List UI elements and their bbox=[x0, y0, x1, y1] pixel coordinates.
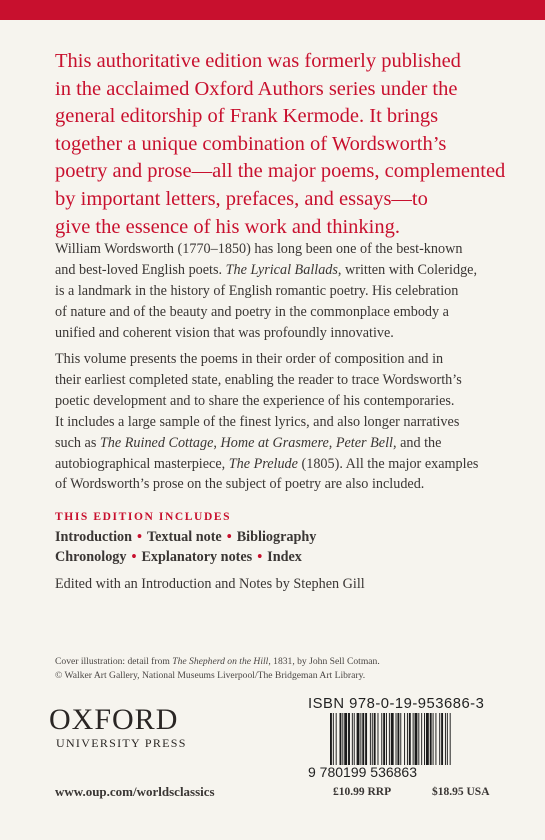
barcode-bar bbox=[421, 713, 422, 765]
text-line bbox=[55, 260, 515, 281]
cover-illustration-credit bbox=[55, 655, 475, 683]
poem-title: The Ruined Cottage bbox=[99, 434, 214, 451]
barcode-bar bbox=[336, 713, 337, 765]
poem-title: Peter Bell bbox=[335, 434, 393, 451]
barcode-bar bbox=[441, 713, 443, 765]
barcode-bar bbox=[389, 713, 390, 765]
text-line: is a landmark in the history of English romantic poetry. His celebration bbox=[55, 282, 459, 299]
barcode-bar bbox=[418, 713, 419, 765]
barcode-bar bbox=[447, 713, 448, 765]
text-run: autobiographical masterpiece, bbox=[55, 455, 229, 472]
barcode-bar bbox=[348, 713, 350, 765]
barcode-bar bbox=[362, 713, 364, 765]
barcode-bar bbox=[370, 713, 371, 765]
barcode-bar bbox=[396, 713, 397, 765]
blurb-line: by important letters, prefaces, and essays—to bbox=[55, 187, 428, 210]
barcode-bar bbox=[342, 713, 343, 765]
credit-line bbox=[55, 655, 475, 669]
text-run: , bbox=[213, 434, 221, 451]
text-line: It includes a large sample of the finest lyrics, and also longer narratives bbox=[55, 413, 460, 430]
description-paragraph-2 bbox=[55, 349, 515, 495]
blurb-line: poetry and prose—all the major poems, complemented bbox=[55, 160, 506, 183]
book-title: The Lyrical Ballads bbox=[225, 261, 338, 278]
barcode-bar bbox=[333, 713, 334, 765]
blurb-line: give the essence of his work and thinking. bbox=[55, 215, 401, 238]
price-uk: £10.99 RRP bbox=[333, 786, 392, 798]
poem-title: The Prelude bbox=[228, 455, 298, 472]
text-run: , bbox=[328, 434, 336, 451]
barcode-bar bbox=[409, 713, 411, 765]
barcode-bar bbox=[433, 713, 434, 765]
barcode-bar bbox=[386, 713, 387, 765]
bullet-separator: • bbox=[137, 529, 142, 545]
text-run: and best-loved English poets. bbox=[55, 261, 226, 278]
blurb-line: This authoritative edition was formerly published bbox=[55, 50, 461, 72]
barcode-bar bbox=[372, 713, 373, 765]
text-run: Cover illustration: detail from bbox=[55, 656, 173, 667]
text-run: , 1831, by John Sell Cotman. bbox=[268, 656, 380, 667]
barcode-bar bbox=[354, 713, 355, 765]
text-run: , and the bbox=[392, 434, 442, 451]
top-color-band bbox=[0, 0, 545, 20]
bullet-separator: • bbox=[131, 549, 137, 565]
text-line: William Wordsworth (1770–1850) has long been one of the best-known bbox=[55, 241, 463, 257]
text-run: , written with Coleridge, bbox=[337, 261, 478, 278]
barcode bbox=[330, 713, 506, 765]
barcode-bar bbox=[360, 713, 361, 765]
barcode-bar bbox=[365, 713, 367, 765]
barcode-bar bbox=[426, 713, 429, 765]
barcode-digits: 9 780199 536863 bbox=[308, 764, 417, 780]
barcode-bar bbox=[374, 713, 376, 765]
barcode-bar bbox=[397, 713, 399, 765]
barcode-bar bbox=[340, 713, 342, 765]
include-item: Introduction bbox=[55, 529, 132, 545]
include-item: Bibliography bbox=[236, 529, 317, 545]
includes-line bbox=[55, 529, 316, 546]
text-line: This volume presents the poems in their order of composition and in bbox=[55, 351, 444, 367]
barcode-bar bbox=[415, 713, 418, 765]
bullet-separator: • bbox=[226, 529, 232, 545]
text-run: (1805). All the major examples bbox=[297, 455, 479, 472]
barcode-bar bbox=[381, 713, 382, 765]
barcode-bar bbox=[357, 713, 360, 765]
includes-heading: THIS EDITION INCLUDES bbox=[55, 511, 232, 523]
barcode-bar bbox=[378, 713, 379, 765]
includes-line bbox=[55, 549, 302, 566]
blurb-line: in the acclaimed Oxford Authors series under the bbox=[55, 77, 458, 100]
include-item: Chronology bbox=[55, 549, 127, 565]
text-line: poetic development and to share the experience of his contemporaries. bbox=[55, 392, 455, 409]
blurb bbox=[55, 48, 515, 241]
barcode-bar bbox=[383, 713, 385, 765]
include-item: Explanatory notes bbox=[141, 549, 253, 565]
isbn-label: ISBN 978-0-19-953686-3 bbox=[308, 696, 485, 712]
barcode-bar bbox=[439, 713, 440, 765]
publisher-logo-subtitle: UNIVERSITY PRESS bbox=[56, 736, 187, 750]
text-line: of nature and of the beauty and poetry in the commonplace embody a bbox=[55, 303, 449, 320]
barcode-bar bbox=[445, 713, 446, 765]
credit-line: © Walker Art Gallery, National Museums Liverpool/The Bridgeman Art Library. bbox=[55, 670, 366, 681]
blurb-line: general editorship of Frank Kermode. It brings bbox=[55, 105, 439, 128]
barcode-bar bbox=[430, 713, 432, 765]
barcode-bar bbox=[435, 713, 436, 765]
publisher-logo-name: OXFORD bbox=[49, 703, 179, 736]
text-line: of Wordsworth’s prose on the subject of poetry are also included. bbox=[55, 476, 425, 493]
blurb-line: together a unique combination of Wordsworth’s bbox=[55, 132, 447, 155]
barcode-bar bbox=[330, 713, 332, 765]
barcode-bar bbox=[404, 713, 405, 765]
text-line: unified and coherent vision that was profoundly innovative. bbox=[55, 324, 394, 341]
description-paragraph-1 bbox=[55, 239, 515, 344]
include-item: Textual note bbox=[146, 529, 222, 545]
barcode-bar bbox=[344, 713, 347, 765]
barcode-bar bbox=[424, 713, 425, 765]
barcode-bar bbox=[391, 713, 394, 765]
barcode-bar bbox=[352, 713, 353, 765]
bullet-separator: • bbox=[257, 549, 263, 565]
artwork-title: The Shepherd on the Hill bbox=[172, 656, 269, 667]
text-line bbox=[55, 433, 515, 454]
barcode-bar bbox=[413, 713, 414, 765]
editor-credit: Edited with an Introduction and Notes by Stephen Gill bbox=[55, 576, 365, 592]
include-item: Index bbox=[267, 549, 302, 565]
barcode-bar bbox=[407, 713, 408, 765]
barcode-bar bbox=[450, 713, 451, 765]
barcode-bar bbox=[400, 713, 401, 765]
price-us: $18.95 USA bbox=[432, 786, 490, 798]
text-line bbox=[55, 454, 515, 475]
website-url: www.oup.com/worldsclassics bbox=[55, 784, 215, 799]
text-run: such as bbox=[55, 434, 100, 451]
poem-title: Home at Grasmere bbox=[220, 434, 329, 451]
text-line: their earliest completed state, enabling the reader to trace Wordsworth’s bbox=[55, 371, 462, 388]
